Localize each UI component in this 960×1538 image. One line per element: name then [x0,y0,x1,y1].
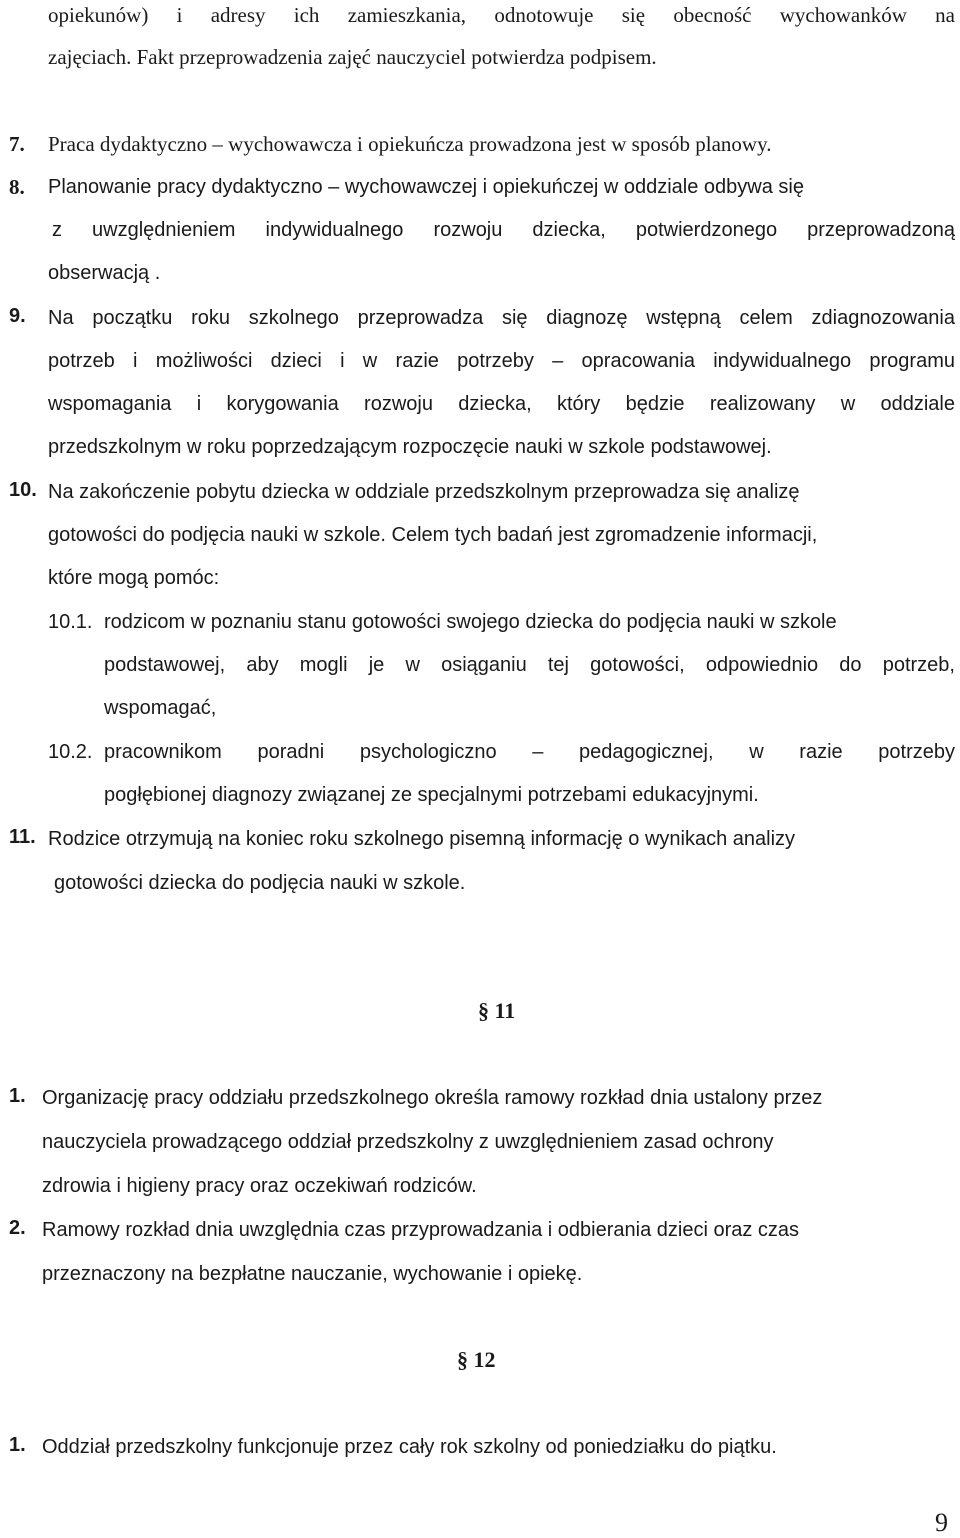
page-number: 9 [935,1508,948,1537]
paragraph-line: Organizację pracy oddziału przedszkolnego określa ramowy rozkład dnia ustalony przez [42,1087,823,1109]
item-number: 10. [9,479,37,501]
paragraph-line: wspomagać, [104,697,217,719]
paragraph-line: Rodzice otrzymują na koniec roku szkolnego pisemną informację o wynikach analizy [48,828,796,850]
paragraph-line: Praca dydaktyczno – wychowawcza i opiekuńcza prowadzona jest w sposób planowy. [48,132,772,156]
paragraph-line: Na zakończenie pobytu dziecka w oddziale przedszkolnym przeprowadza się analizę [48,481,800,503]
paragraph-line: gotowości dziecka do podjęcia nauki w szkole. [54,872,466,894]
paragraph-line: pracownikom poradni psychologiczno – pedagogicznej, w razie potrzeby [104,741,955,763]
paragraph-line: zdrowia i higieny pracy oraz oczekiwań rodziców. [42,1175,477,1197]
paragraph-line: wspomagania i korygowania rozwoju dziecka, który będzie realizowany w oddziale [48,393,955,415]
paragraph-line: podstawowej, aby mogli je w osiąganiu tej gotowości, odpowiednio do potrzeb, [104,654,955,676]
paragraph-line: przedszkolnym w roku poprzedzającym rozpoczęcie nauki w szkole podstawowej. [48,436,772,458]
item-number: 10.2. [48,741,93,763]
section-heading: § 12 [457,1347,496,1372]
paragraph-line: nauczyciela prowadzącego oddział przedszkolny z uwzględnieniem zasad ochrony [42,1131,774,1153]
item-number: 2. [9,1217,26,1239]
paragraph-line: z uwzględnieniem indywidualnego rozwoju dziecka, potwierdzonego przeprowadzoną [52,219,955,241]
section-heading: § 11 [478,998,516,1023]
paragraph-line: Ramowy rozkład dnia uwzględnia czas przyprowadzania i odbierania dzieci oraz czas [42,1219,800,1241]
paragraph-line: pogłębionej diagnozy związanej ze specjalnymi potrzebami edukacyjnymi. [104,784,759,806]
item-number: 10.1. [48,611,93,633]
paragraph-line: przeznaczony na bezpłatne nauczanie, wychowanie i opiekę. [42,1263,583,1285]
item-number: 11. [9,826,36,848]
item-number: 7. [9,132,25,156]
paragraph-line: które mogą pomóc: [48,567,220,589]
paragraph-line: opiekunów) i adresy ich zamieszkania, odnotowuje się obecność wychowanków na [48,3,955,27]
paragraph-line: Oddział przedszkolny funkcjonuje przez cały rok szkolny od poniedziałku do piątku. [42,1436,777,1458]
paragraph-line: rodzicom w poznaniu stanu gotowości swojego dziecka do podjęcia nauki w szkole [104,611,837,633]
item-number: 1. [9,1434,26,1456]
item-number: 9. [9,305,26,327]
item-number: 1. [9,1085,26,1107]
item-number: 8. [9,175,25,199]
paragraph-line: potrzeb i możliwości dzieci i w razie potrzeby – opracowania indywidualnego programu [48,350,955,372]
paragraph-line: obserwacją . [48,262,161,284]
paragraph-line: Na początku roku szkolnego przeprowadza się diagnozę wstępną celem zdiagnozowania [48,307,955,329]
paragraph-line: Planowanie pracy dydaktyczno – wychowawczej i opiekuńczej w oddziale odbywa się [48,176,804,198]
paragraph-line: gotowości do podjęcia nauki w szkole. Celem tych badań jest zgromadzenie informacji, [48,524,818,546]
paragraph-line: zajęciach. Fakt przeprowadzenia zajęć nauczyciel potwierdza podpisem. [48,45,657,69]
